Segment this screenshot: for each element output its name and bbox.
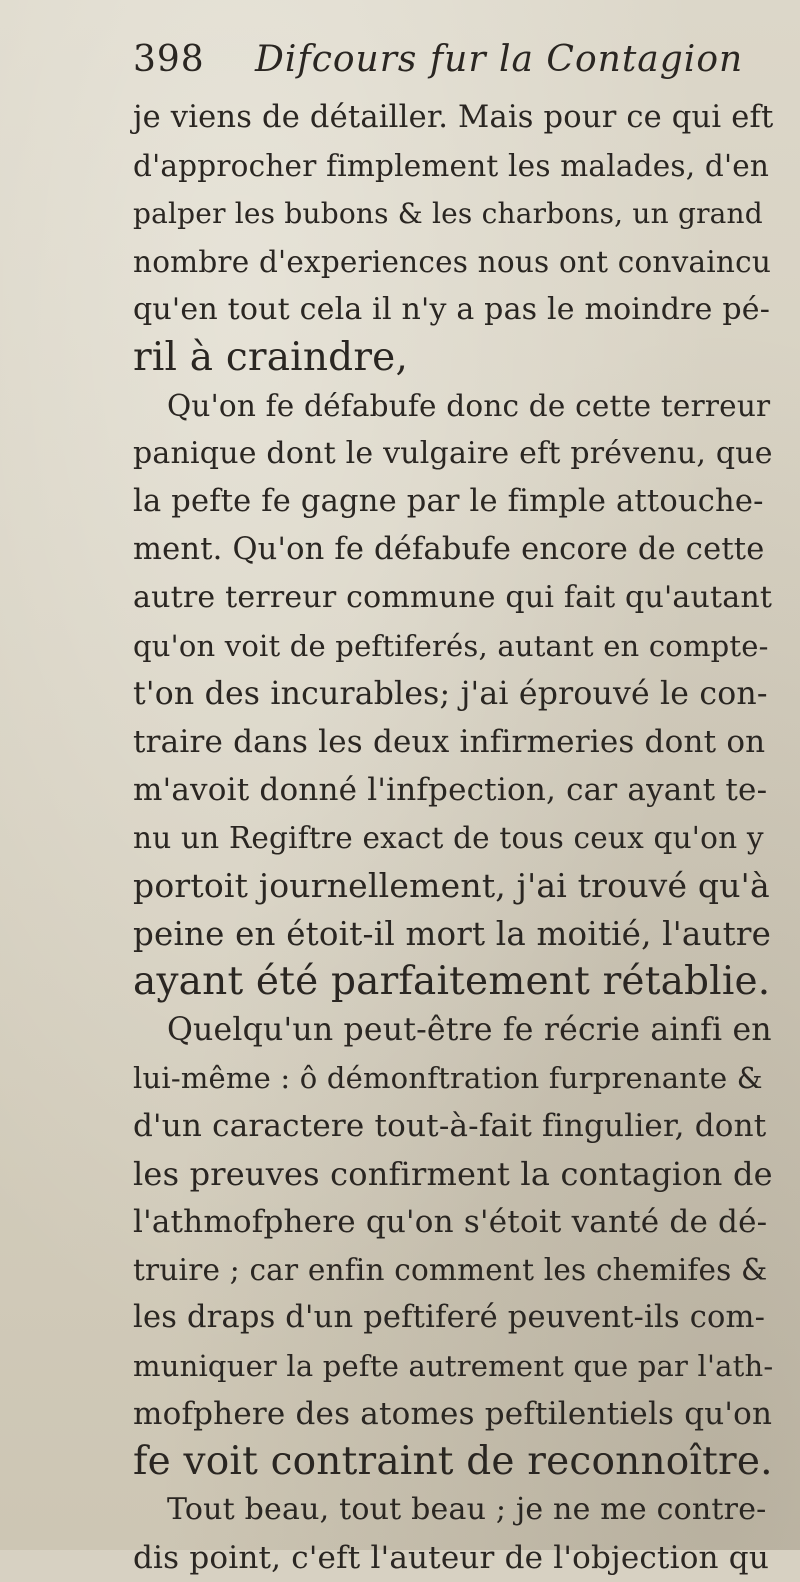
text-line: portoit journellement, j'ai trouvé qu'à <box>133 866 770 905</box>
text-line: muniquer la pefte autrement que par l'ath- <box>133 1349 774 1383</box>
text-line: nu un Regiftre exact de tous ceux qu'on y <box>133 821 764 855</box>
text-line: les draps d'un peftiferé peuvent-ils com- <box>133 1300 766 1335</box>
text-line: ayant été parfaitement rétablie. <box>133 959 771 1004</box>
text-line: les preuves confirment la contagion de <box>133 1155 773 1193</box>
text-line: d'approcher fimplement les malades, d'en <box>133 149 770 183</box>
text-line: mofphere des atomes peftilentiels qu'on <box>133 1396 773 1432</box>
text-line: nombre d'experiences nous ont convaincu <box>133 245 772 279</box>
body-text <box>133 94 773 1582</box>
paragraph-start-line: Qu'on fe défabufe donc de cette terreur <box>167 389 771 423</box>
text-line: traire dans les deux infirmeries dont on <box>133 724 766 760</box>
running-title: Difcours fur la Contagion <box>255 39 744 80</box>
text-line: m'avoit donné l'infpection, car ayant te- <box>133 772 768 808</box>
text-line: t'on des incurables; j'ai éprouvé le con- <box>133 676 768 712</box>
text-line: je viens de détailler. Mais pour ce qui eft <box>133 100 774 135</box>
text-line: qu'en tout cela il n'y a pas le moindre pé- <box>133 292 771 327</box>
text-line: lui-même : ô démonftration furprenante & <box>133 1061 763 1095</box>
text-line: panique dont le vulgaire eft prévenu, que <box>133 436 773 471</box>
text-line: peine en étoit-il mort la moitié, l'autre <box>133 915 772 953</box>
page-number: 398 <box>133 39 205 80</box>
text-line: fe voit contraint de reconnoître. <box>133 1439 773 1484</box>
text-line: qu'on voit de peftiferés, autant en compte- <box>133 629 769 663</box>
text-line: d'un caractere tout-à-fait fingulier, dont <box>133 1108 767 1144</box>
text-line: autre terreur commune qui fait qu'autant <box>133 580 773 615</box>
paragraph-start-line: Quelqu'un peut-être fe récrie ainfi en <box>167 1012 772 1048</box>
text-line: l'athmofphere qu'on s'étoit vanté de dé- <box>133 1204 768 1240</box>
text-line: truire ; car enfin comment les chemifes & <box>133 1253 768 1287</box>
text-line: la pefte fe gagne par le fimple attouche- <box>133 484 764 519</box>
paragraph-start-line: Tout beau, tout beau ; je ne me contre- <box>167 1492 767 1527</box>
text-line: palper les bubons & les charbons, un grand <box>133 197 763 230</box>
text-line: dis point, c'eft l'auteur de l'objection qu <box>133 1540 769 1576</box>
text-line: ment. Qu'on fe défabufe encore de cette <box>133 532 765 567</box>
text-line: ril à craindre, <box>133 335 409 380</box>
page-header <box>125 39 744 80</box>
